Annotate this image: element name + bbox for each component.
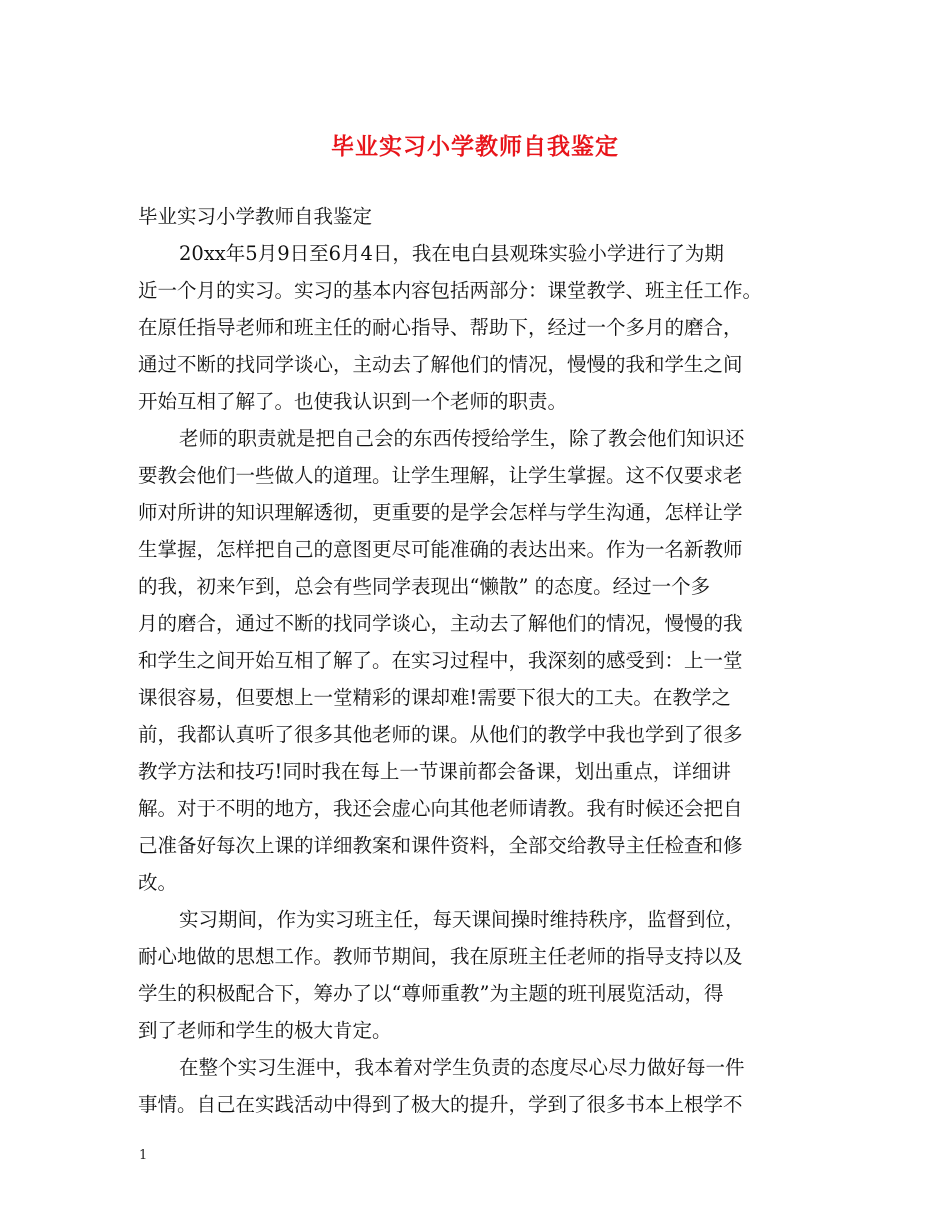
document-title: 毕业实习小学教师自我鉴定	[331, 133, 619, 160]
paragraph-line: 解。对于不明的地方，我还会虚心向其他老师请教。我有时候还会把自	[138, 797, 743, 820]
paragraph-line: 老师的职责就是把自己会的东西传授给学生，除了教会他们知识还	[179, 427, 745, 450]
subtitle-line: 毕业实习小学教师自我鉴定	[138, 205, 373, 228]
page-number: 1	[139, 1148, 148, 1163]
paragraph-line: 改。	[138, 871, 178, 894]
paragraph-line: 前，我都认真听了很多其他老师的课。从他们的教学中我也学到了很多	[138, 723, 743, 746]
paragraph-line: 要教会他们一些做人的道理。让学生理解，让学生掌握。这不仅要求老	[138, 464, 743, 487]
paragraph-line: 在整个实习生涯中，我本着对学生负责的态度尽心尽力做好每一件	[179, 1056, 745, 1079]
paragraph-line: 近一个月的实习。实习的基本内容包括两部分：课堂教学、班主任工作。	[138, 279, 763, 302]
paragraph-line: 开始互相了解了。也使我认识到一个老师的职责。	[138, 390, 568, 413]
paragraph-line: 20xx年5月9日至6月4日，我在电白县观珠实验小学进行了为期	[179, 242, 724, 265]
paragraph-line: 在原任指导老师和班主任的耐心指导、帮助下，经过一个多月的磨合，	[138, 316, 743, 339]
paragraph-line: 耐心地做的思想工作。教师节期间，我在原班主任老师的指导支持以及	[138, 945, 743, 968]
paragraph-line: 师对所讲的知识理解透彻，更重要的是学会怎样与学生沟通，怎样让学	[138, 501, 743, 524]
paragraph-line: 实习期间，作为实习班主任，每天课间操时维持秩序，监督到位，	[179, 908, 745, 931]
paragraph-line: 教学方法和技巧!同时我在每上一节课前都会备课，划出重点，详细讲	[138, 760, 731, 783]
paragraph-line: 生掌握，怎样把自己的意图更尽可能准确的表达出来。作为一名新教师	[138, 538, 743, 561]
document-body	[138, 198, 818, 1123]
paragraph-line: 己准备好每次上课的详细教案和课件资料，全部交给教导主任检查和修	[138, 834, 743, 857]
paragraph-line: 月的磨合，通过不断的找同学谈心，主动去了解他们的情况，慢慢的我	[138, 612, 743, 635]
paragraph-line: 的我，初来乍到，总会有些同学表现出“懒散” 的态度。经过一个多	[138, 575, 711, 598]
paragraph-line: 到了老师和学生的极大肯定。	[138, 1019, 392, 1042]
paragraph-line: 课很容易，但要想上一堂精彩的课却难!需要下很大的工夫。在教学之	[138, 686, 731, 709]
paragraph-line: 事情。自己在实践活动中得到了极大的提升，学到了很多书本上根学不	[138, 1093, 743, 1116]
paragraph-line: 通过不断的找同学谈心，主动去了解他们的情况，慢慢的我和学生之间	[138, 353, 743, 376]
paragraph-line: 和学生之间开始互相了解了。在实习过程中，我深刻的感受到：上一堂	[138, 649, 743, 672]
paragraph-line: 学生的积极配合下，筹办了以“尊师重教”为主题的班刊展览活动，得	[138, 982, 724, 1005]
